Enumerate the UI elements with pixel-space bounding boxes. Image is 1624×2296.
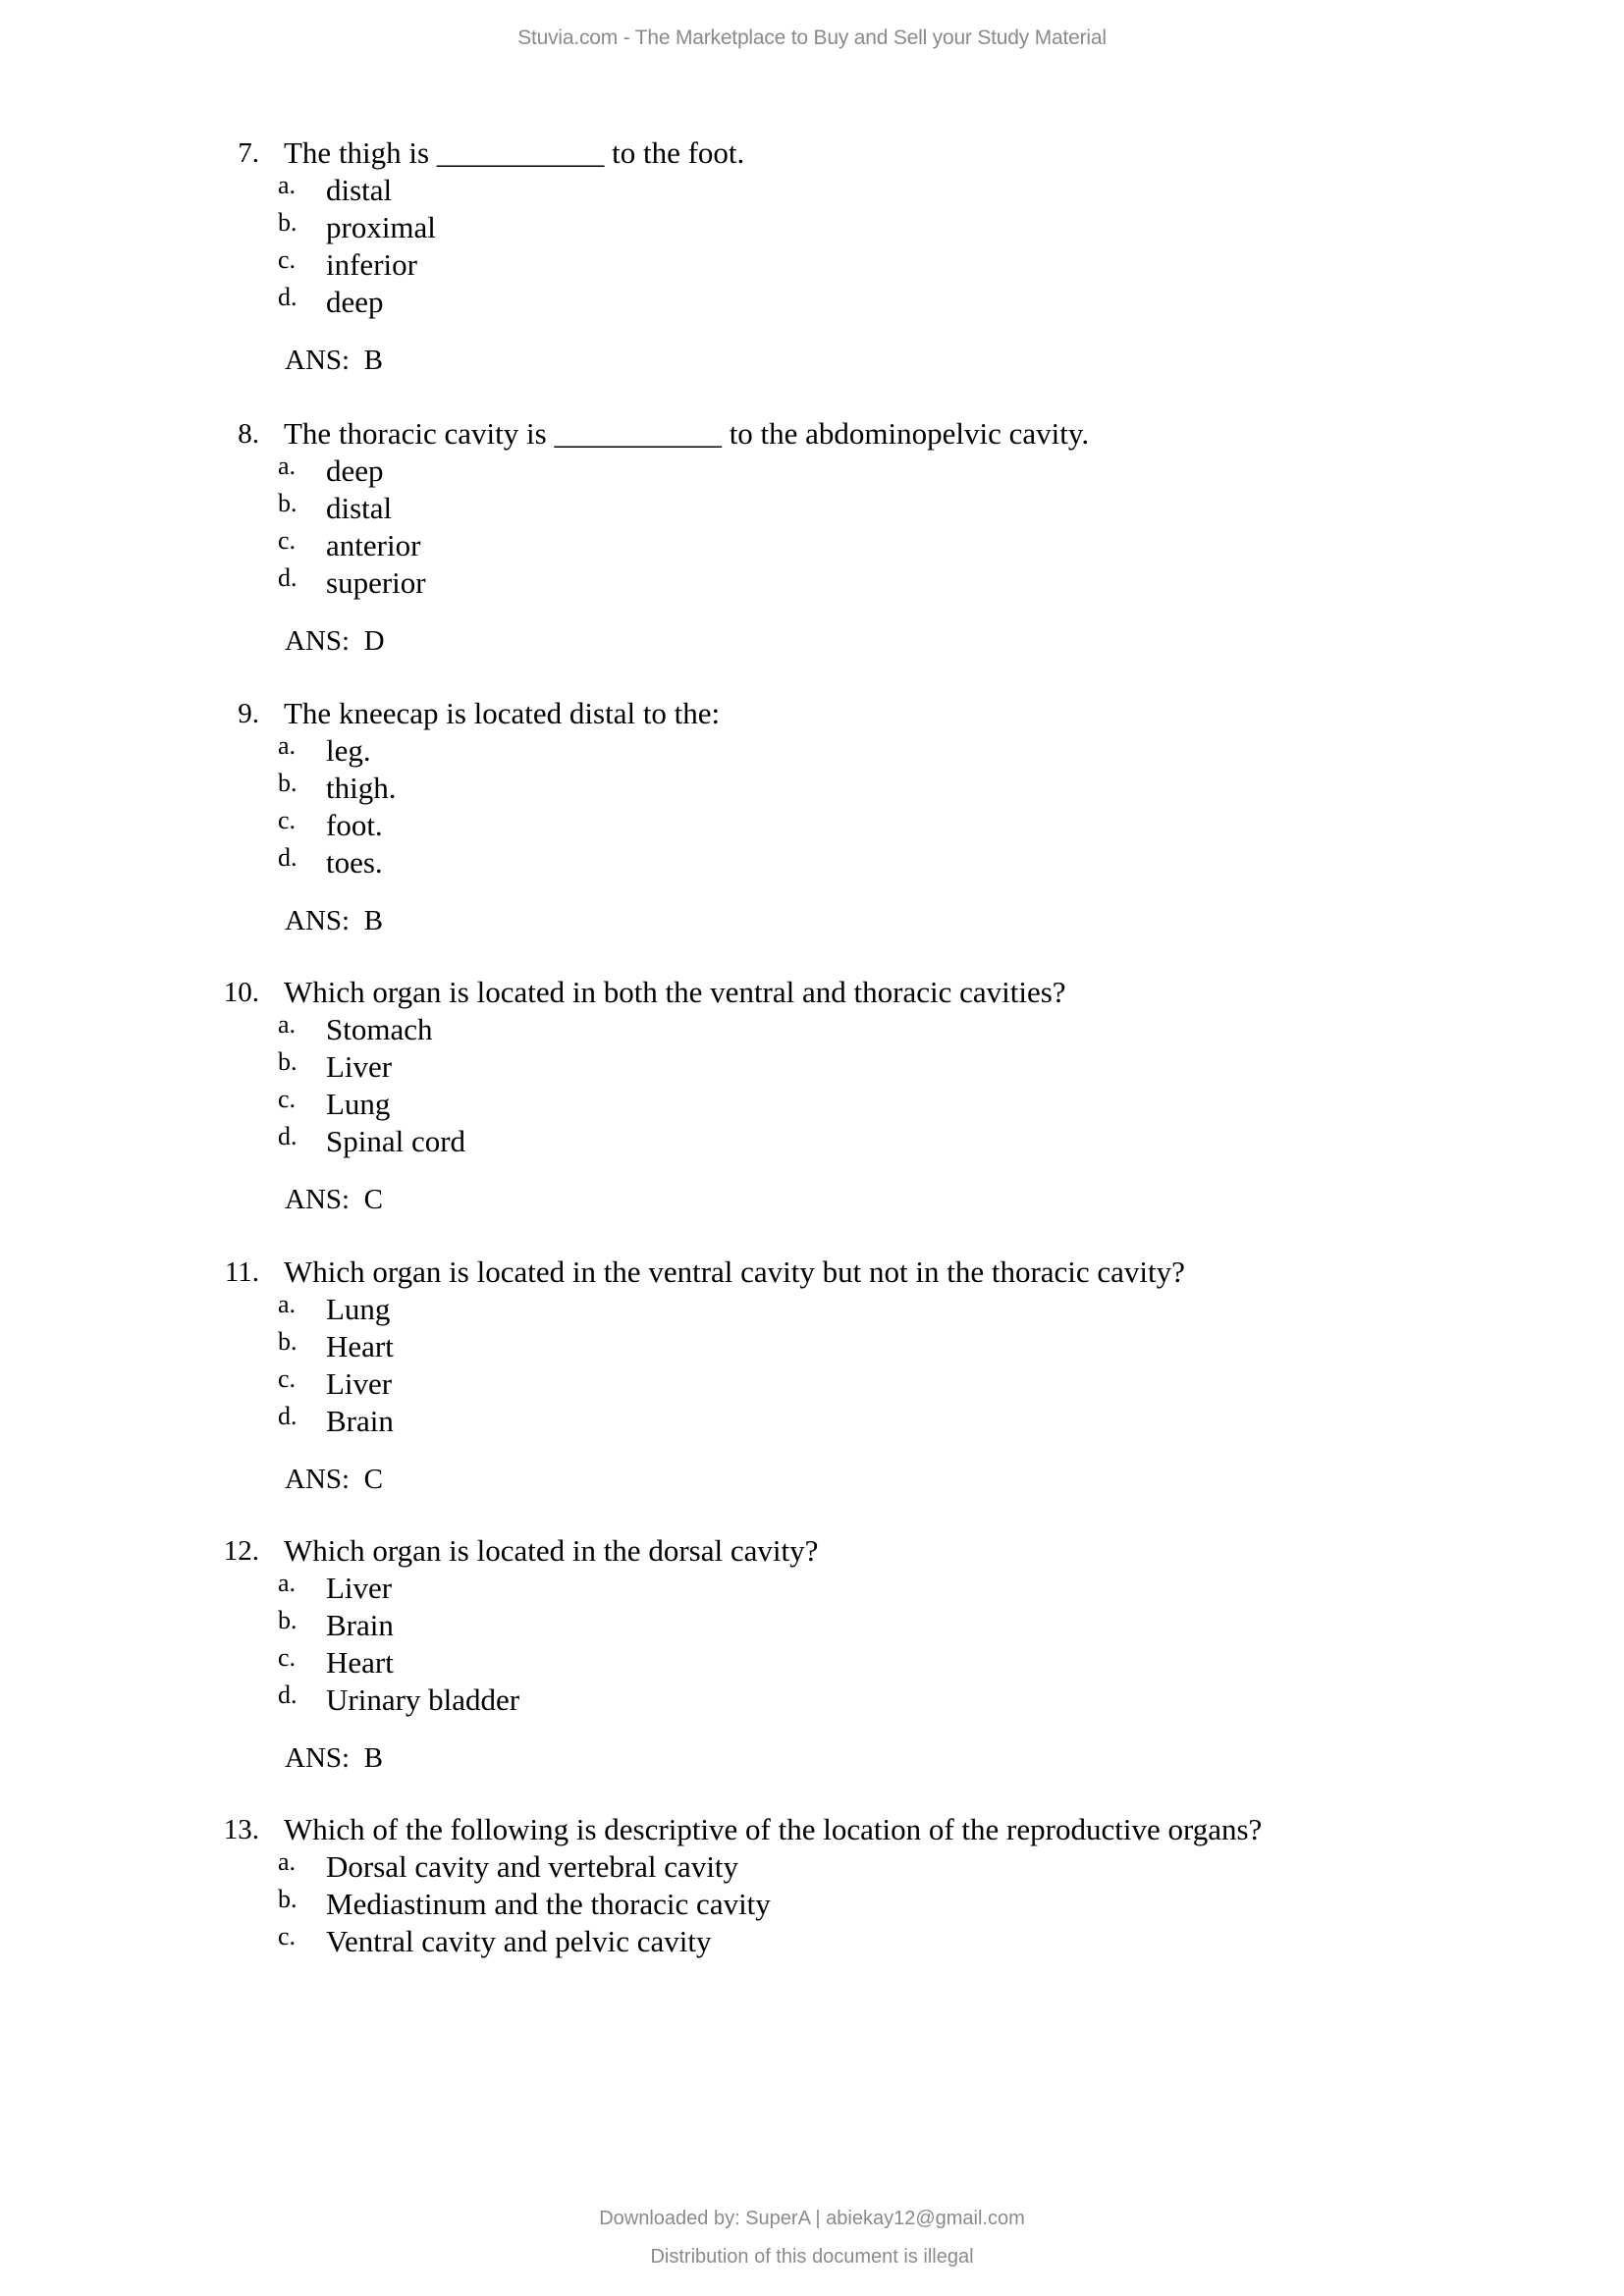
option-b [0,770,1624,807]
option-letter: b. [278,1327,298,1356]
option-letter: a. [278,1290,297,1318]
question-stem [0,134,1624,172]
option-letter: a. [278,452,297,480]
option-text: Brain [326,1608,394,1642]
option-d [0,1682,1624,1719]
question-stem [0,695,1624,732]
option-c [0,807,1624,844]
option-letter: c. [278,526,297,555]
question-text: Which of the following is descriptive of the location of the reproductive organs? [284,1812,1263,1846]
option-b [0,1048,1624,1086]
option-text: Stomach [326,1012,433,1046]
question-number: 7. [238,137,259,169]
option-text: deep [326,454,384,488]
option-letter: c. [278,806,297,834]
page-header-watermark: Stuvia.com - The Marketplace to Buy and Sell your Study Material [517,27,1107,49]
question-number: 10. [223,977,259,1008]
question-11 [0,1254,1624,1528]
option-letter: c. [278,1643,297,1672]
option-letter: a. [278,1847,297,1876]
question-9 [0,695,1624,970]
option-letter: b. [278,1047,298,1076]
option-c [0,1086,1624,1123]
option-b [0,1886,1624,1923]
option-a [0,1011,1624,1048]
option-letter: d. [278,563,298,592]
answer-key: ANS: B [285,1742,383,1774]
option-text: foot. [326,808,383,842]
option-text: Mediastinum and the thoracic cavity [326,1887,771,1921]
option-letter: a. [278,1569,297,1597]
option-text: Brain [326,1404,394,1438]
option-letter: d. [278,283,298,311]
option-letter: c. [278,1085,297,1113]
option-b [0,209,1624,246]
answer-key: ANS: C [285,1184,383,1215]
option-letter: c. [278,1364,297,1393]
option-text: superior [326,565,426,600]
option-d [0,1403,1624,1440]
question-text: The thoracic cavity is ___________ to the abdominopelvic cavity. [284,416,1090,451]
option-c [0,1365,1624,1403]
option-text: distal [326,491,393,525]
question-stem [0,1811,1624,1848]
option-a [0,1848,1624,1886]
question-stem [0,415,1624,453]
answer-key: ANS: B [285,345,383,376]
option-letter: b. [278,1606,298,1634]
option-letter: b. [278,1885,298,1913]
answer-key: ANS: D [285,625,385,657]
option-text: leg. [326,733,371,768]
option-b [0,1607,1624,1644]
question-8 [0,415,1624,690]
option-text: Liver [326,1571,393,1605]
question-text: The thigh is ___________ to the foot. [284,135,745,170]
option-b [0,490,1624,527]
option-a [0,1570,1624,1607]
option-letter: d. [278,1402,298,1430]
option-text: proximal [326,210,436,244]
question-number: 8. [238,418,259,450]
question-number: 13. [223,1814,259,1845]
option-text: anterior [326,528,421,562]
answer-key: ANS: B [285,905,383,936]
option-d [0,564,1624,602]
option-text: Spinal cord [326,1124,466,1158]
footer-distribution-notice: Distribution of this document is illegal [650,2246,974,2268]
option-letter: a. [278,171,297,199]
option-d [0,284,1624,321]
question-stem [0,974,1624,1011]
option-text: Liver [326,1049,393,1084]
option-letter: d. [278,1122,298,1150]
option-letter: a. [278,731,297,760]
option-a [0,1291,1624,1328]
option-a [0,732,1624,770]
option-letter: b. [278,769,298,797]
footer-downloaded-by: Downloaded by: SuperA | abiekay12@gmail.com [599,2208,1025,2229]
option-c [0,527,1624,564]
option-b [0,1328,1624,1365]
option-letter: d. [278,1681,298,1709]
question-stem [0,1254,1624,1291]
option-letter: c. [278,1922,297,1950]
option-letter: b. [278,489,298,517]
question-number: 9. [238,698,259,729]
option-letter: c. [278,245,297,274]
option-letter: a. [278,1010,297,1039]
option-text: Lung [326,1087,391,1121]
option-text: Ventral cavity and pelvic cavity [326,1924,712,1958]
question-text: The kneecap is located distal to the: [284,696,721,730]
option-a [0,453,1624,490]
option-text: Liver [326,1366,393,1401]
option-letter: d. [278,843,298,872]
option-c [0,1923,1624,1960]
question-12 [0,1532,1624,1807]
option-text: deep [326,285,384,319]
option-text: Lung [326,1292,391,1326]
question-number: 12. [223,1535,259,1567]
option-a [0,172,1624,209]
question-stem [0,1532,1624,1570]
question-13 [0,1811,1624,2086]
answer-key: ANS: C [285,1464,383,1495]
question-text: Which organ is located in the dorsal cavity? [284,1533,819,1568]
option-text: Urinary bladder [326,1682,520,1717]
option-letter: b. [278,208,298,237]
option-c [0,246,1624,284]
question-10 [0,974,1624,1249]
option-text: inferior [326,247,417,282]
option-text: distal [326,173,393,207]
option-text: Heart [326,1645,394,1680]
question-text: Which organ is located in the ventral cavity but not in the thoracic cavity? [284,1255,1185,1289]
option-c [0,1644,1624,1682]
option-text: Heart [326,1329,394,1363]
option-text: toes. [326,845,383,880]
question-number: 11. [224,1256,259,1288]
question-7 [0,134,1624,409]
option-d [0,844,1624,881]
question-text: Which organ is located in both the ventral and thoracic cavities? [284,975,1066,1009]
option-text: thigh. [326,771,397,805]
option-d [0,1123,1624,1160]
option-text: Dorsal cavity and vertebral cavity [326,1849,739,1884]
